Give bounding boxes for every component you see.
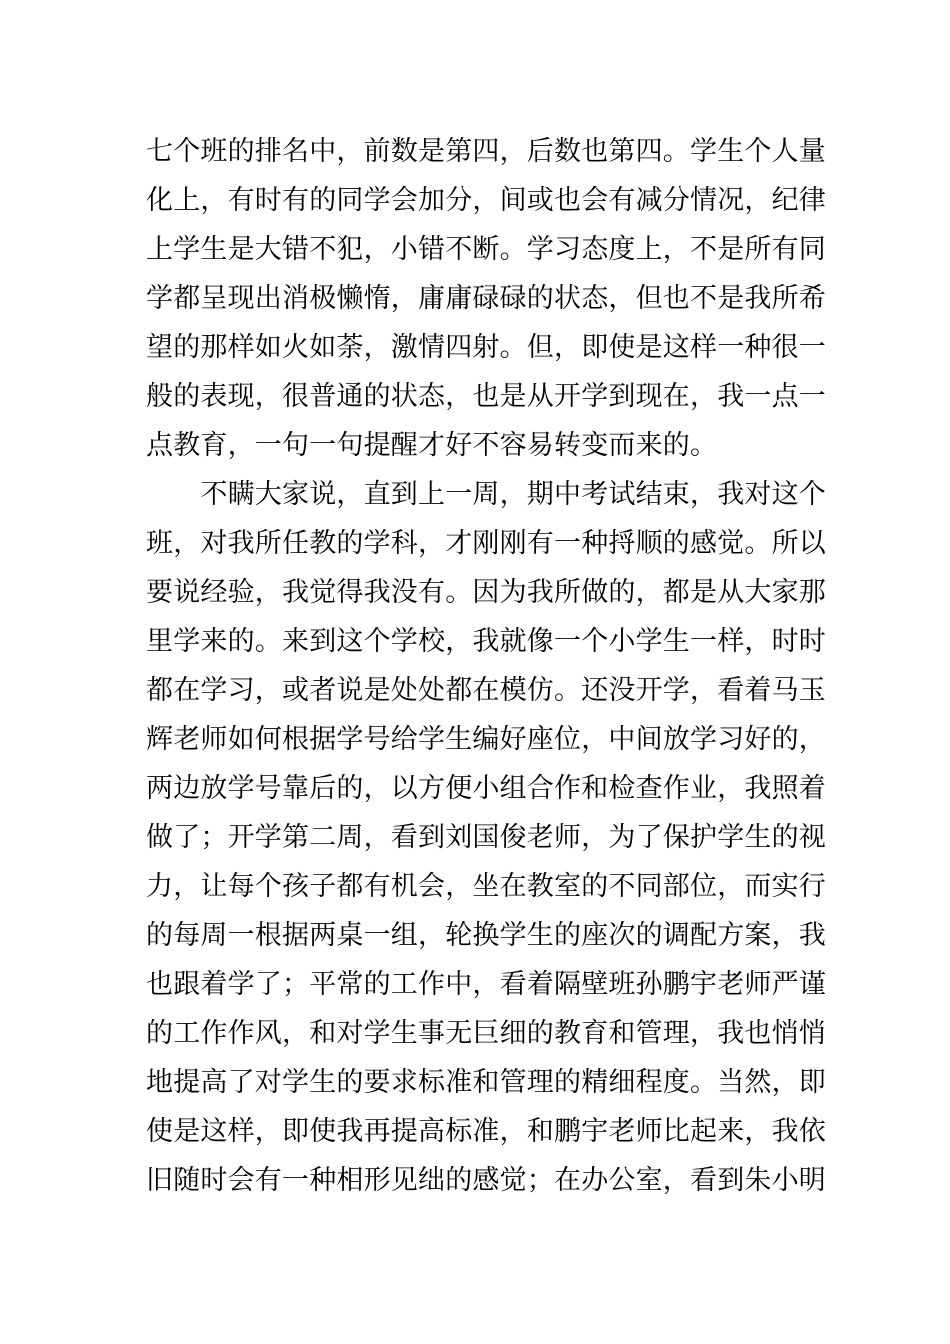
text-line: 两边放学号靠后的，以方便小组合作和检查作业，我照着 xyxy=(146,773,826,804)
text-line: 做了；开学第二周，看到刘国俊老师，为了保护学生的视 xyxy=(146,822,826,853)
text-line: 也跟着学了；平常的工作中，看着隔壁班孙鹏宇老师严谨 xyxy=(146,969,826,1000)
text-line: 都在学习，或者说是处处都在模仿。还没开学，看着马玉 xyxy=(146,675,826,706)
text-line: 里学来的。来到这个学校，我就像一个小学生一样，时时 xyxy=(146,626,826,657)
text-line: 不瞒大家说，直到上一周，期中考试结束，我对这个 xyxy=(146,479,826,510)
text-line: 的每周一根据两桌一组，轮换学生的座次的调配方案，我 xyxy=(146,920,826,951)
text-line: 上学生是大错不犯，小错不断。学习态度上，不是所有同 xyxy=(146,234,826,265)
text-line: 化上，有时有的同学会加分，间或也会有减分情况，纪律 xyxy=(146,185,826,216)
text-line: 七个班的排名中，前数是第四，后数也第四。学生个人量 xyxy=(146,136,826,167)
text-line: 地提高了对学生的要求标准和管理的精细程度。当然，即 xyxy=(146,1067,826,1098)
text-line: 班，对我所任教的学科，才刚刚有一种捋顺的感觉。所以 xyxy=(146,528,826,559)
text-line: 的工作作风，和对学生事无巨细的教育和管理，我也悄悄 xyxy=(146,1018,826,1049)
text-line: 使是这样，即使我再提高标准，和鹏宇老师比起来，我依 xyxy=(146,1116,826,1147)
text-line: 点教育，一句一句提醒才好不容易转变而来的。 xyxy=(146,430,718,461)
text-line: 力，让每个孩子都有机会，坐在教室的不同部位，而实行 xyxy=(146,871,826,902)
text-line: 学都呈现出消极懒惰，庸庸碌碌的状态，但也不是我所希 xyxy=(146,283,826,314)
text-line: 辉老师如何根据学号给学生编好座位，中间放学习好的， xyxy=(146,724,826,755)
text-line: 旧随时会有一种相形见绌的感觉；在办公室，看到朱小明 xyxy=(146,1165,826,1196)
text-line: 般的表现，很普通的状态，也是从开学到现在，我一点一 xyxy=(146,381,826,412)
text-line: 要说经验，我觉得我没有。因为我所做的，都是从大家那 xyxy=(146,577,826,608)
body-text xyxy=(146,127,826,1205)
text-line: 望的那样如火如荼，激情四射。但，即使是这样一种很一 xyxy=(146,332,826,363)
